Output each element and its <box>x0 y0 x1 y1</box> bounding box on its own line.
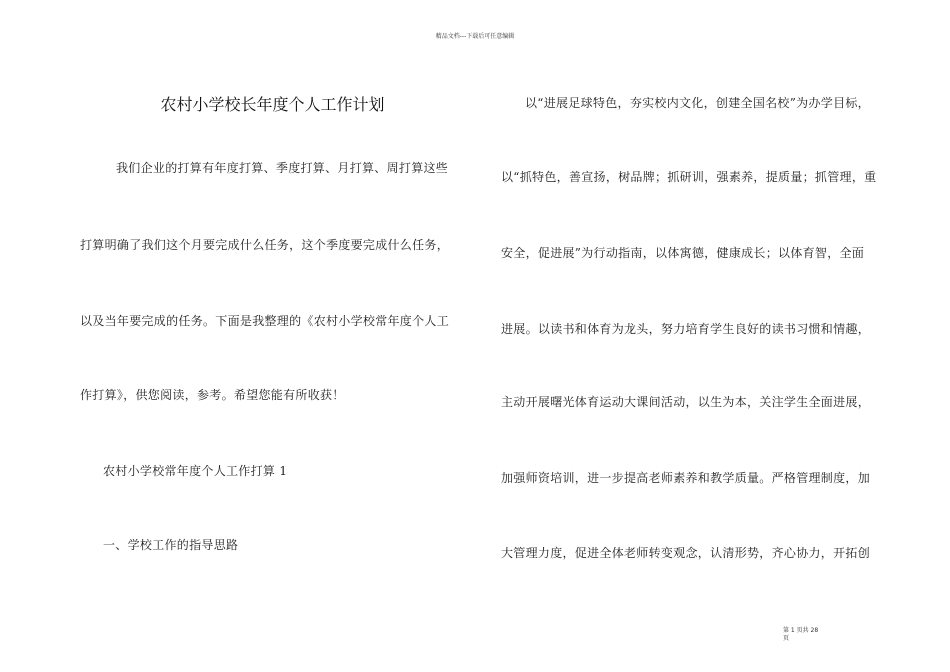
document-title: 农村小学校长年度个人工作计划 <box>160 95 385 114</box>
paragraph-line: 我们企业的打算有年度打算、季度打算、月打算、周打算这些 <box>116 161 449 175</box>
page-number: 第 1 页共 28 页 <box>783 627 819 642</box>
paragraph-line: 加强师资培训，进一步提高老师素养和教学质量。严格管理制度，加 <box>501 471 871 485</box>
paragraph-line: 以“进展足球特色，夯实校内文化，创建全国名校”为办学目标， <box>525 96 870 110</box>
document-header: 精品文档---下载后可任意编辑 <box>435 33 515 40</box>
section-heading: 农村小学校常年度个人工作打算 1 <box>103 464 288 478</box>
paragraph-line: 打算明确了我们这个月要完成什么任务，这个季度要完成什么任务， <box>80 238 450 252</box>
paragraph-line: 安全，促进展”为行动指南，以体寓德，健康成长；以体育智，全面 <box>501 246 865 260</box>
paragraph-line: 进展。以读书和体育为龙头，努力培育学生良好的读书习惯和情趣， <box>501 322 871 336</box>
paragraph-line: 以及当年要完成的任务。下面是我整理的《农村小学校常年度个人工 <box>80 314 450 328</box>
paragraph-line: 大管理力度，促进全体老师转变观念，认清形势，齐心协力，开拓创 <box>501 546 871 560</box>
paragraph-line: 主动开展曙光体育运动大课间活动，以生为本，关注学生全面进展， <box>501 395 871 409</box>
section-heading: 一、学校工作的指导思路 <box>103 538 239 552</box>
paragraph-line: 作打算》，供您阅读，参考。希望您能有所收获！ <box>80 388 345 402</box>
paragraph-line: 以“抓特色，善宣扬，树品牌；抓研训，强素养，提质量；抓管理，重 <box>501 170 877 184</box>
